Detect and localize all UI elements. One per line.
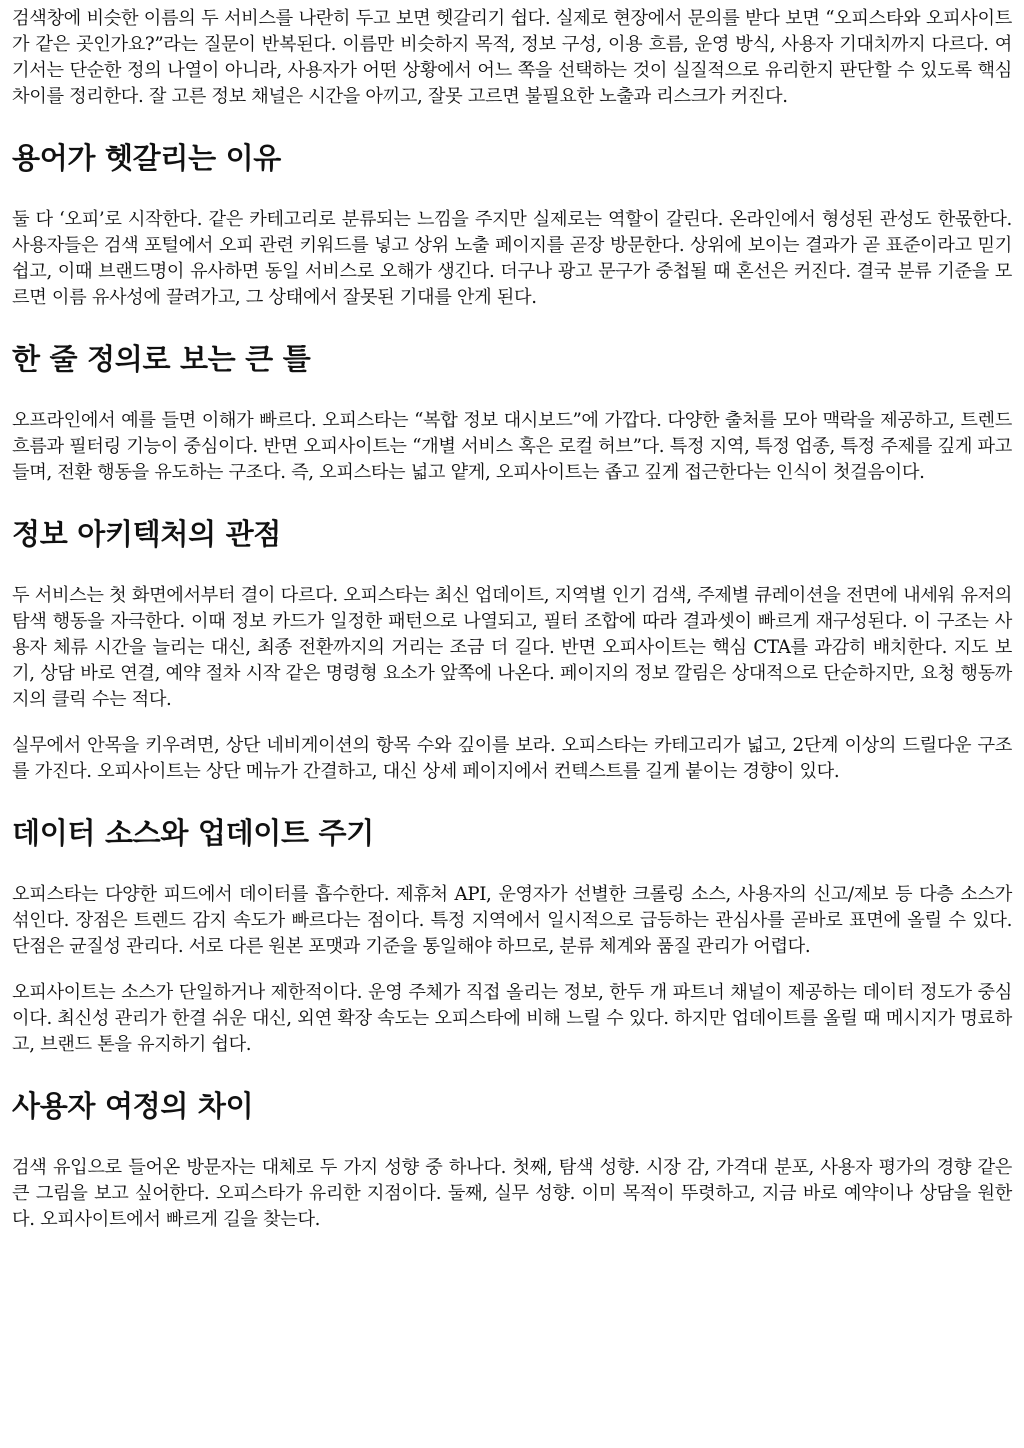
section-paragraph: 실무에서 안목을 키우려면, 상단 네비게이션의 항목 수와 깊이를 보라. 오피스타는 카테고리가 넓고, 2단계 이상의 드릴다운 구조를 가진다. 오피사이트는 상단 메뉴가 간결하고, 대신 상세 페이지에서 컨텍스트를 길게 붙이는 경향이 있다.	[12, 735, 1012, 782]
section-heading-data-sources: 데이터 소스와 업데이트 주기	[12, 816, 374, 850]
section-heading-user-journey: 사용자 여정의 차이	[12, 1089, 254, 1123]
section-paragraph: 오피사이트는 소스가 단일하거나 제한적이다. 운영 주체가 직접 올리는 정보, 한두 개 파트너 채널이 제공하는 데이터 정도가 중심이다. 최신성 관리가 한결 쉬운 대신, 외연 확장 속도는 오피스타에 비해 느릴 수 있다. 하지만 업데이트를 올릴 때 메시지가 명료하고, 브랜드 톤을 유지하기 쉽다.	[12, 982, 1012, 1055]
intro-paragraph: 검색창에 비슷한 이름의 두 서비스를 나란히 두고 보면 헷갈리기 쉽다. 실제로 현장에서 문의를 받다 보면 “오피스타와 오피사이트가 같은 곳인가요?”라는 질문이 반복된다. 이름만 비슷하지 목적, 정보 구성, 이용 흐름, 운영 방식, 사용자 기대치까지 다르다. 여기서는 단순한 정의 나열이 아니라, 사용자가 어떤 상황에서 어느 쪽을 선택하는 것이 실질적으로 유리한지 판단할 수 있도록 핵심 차이를 정리한다. 잘 고른 정보 채널은 시간을 아끼고, 잘못 고르면 불필요한 노출과 리스크가 커진다.	[12, 8, 1012, 107]
section-paragraph: 둘 다 ‘오피’로 시작한다. 같은 카테고리로 분류되는 느낌을 주지만 실제로는 역할이 갈린다. 온라인에서 형성된 관성도 한몫한다. 사용자들은 검색 포털에서 오피 관련 키워드를 넣고 상위 노출 페이지를 곧장 방문한다. 상위에 보이는 결과가 곧 표준이라고 믿기 쉽고, 이때 브랜드명이 유사하면 동일 서비스로 오해가 생긴다. 더구나 광고 문구가 중첩될 때 혼선은 커진다. 결국 분류 기준을 모르면 이름 유사성에 끌려가고, 그 상태에서 잘못된 기대를 안게 된다.	[12, 209, 1012, 308]
section-heading-one-line-definition: 한 줄 정의로 보는 큰 틀	[12, 342, 311, 376]
section-heading-information-architecture: 정보 아키텍처의 관점	[12, 517, 282, 551]
section-paragraph: 검색 유입으로 들어온 방문자는 대체로 두 가지 성향 중 하나다. 첫째, 탐색 성향. 시장 감, 가격대 분포, 사용자 평가의 경향 같은 큰 그림을 보고 싶어한다. 오피스타가 유리한 지점이다. 둘째, 실무 성향. 이미 목적이 뚜렷하고, 지금 바로 예약이나 상담을 원한다. 오피사이트에서 빠르게 길을 찾는다.	[12, 1157, 1012, 1230]
section-paragraph: 두 서비스는 첫 화면에서부터 결이 다르다. 오피스타는 최신 업데이트, 지역별 인기 검색, 주제별 큐레이션을 전면에 내세워 유저의 탐색 행동을 자극한다. 이때 정보 카드가 일정한 패턴으로 나열되고, 필터 조합에 따라 결과셋이 빠르게 재구성된다. 이 구조는 사용자 체류 시간을 늘리는 대신, 최종 전환까지의 거리는 조금 더 길다. 반면 오피사이트는 핵심 CTA를 과감히 배치한다. 지도 보기, 상담 바로 연결, 예약 절차 시작 같은 명령형 요소가 앞쪽에 나온다. 페이지의 정보 깔림은 상대적으로 단순하지만, 요청 행동까지의 클릭 수는 적다.	[12, 585, 1012, 710]
article-body	[12, 6, 1012, 1233]
section-heading-confusing-terms: 용어가 헷갈리는 이유	[12, 141, 282, 175]
section-paragraph: 오피스타는 다양한 피드에서 데이터를 흡수한다. 제휴처 API, 운영자가 선별한 크롤링 소스, 사용자의 신고/제보 등 다층 소스가 섞인다. 장점은 트렌드 감지 속도가 빠르다는 점이다. 특정 지역에서 일시적으로 급등하는 관심사를 곧바로 표면에 올릴 수 있다. 단점은 균질성 관리다. 서로 다른 원본 포맷과 기준을 통일해야 하므로, 분류 체계와 품질 관리가 어렵다.	[12, 884, 1012, 957]
section-paragraph: 오프라인에서 예를 들면 이해가 빠르다. 오피스타는 “복합 정보 대시보드”에 가깝다. 다양한 출처를 모아 맥락을 제공하고, 트렌드 흐름과 필터링 기능이 중심이다. 반면 오피사이트는 “개별 서비스 혹은 로컬 허브”다. 특정 지역, 특정 업종, 특정 주제를 깊게 파고들며, 전환 행동을 유도하는 구조다. 즉, 오피스타는 넓고 얕게, 오피사이트는 좁고 깊게 접근한다는 인식이 첫걸음이다.	[12, 410, 1012, 483]
